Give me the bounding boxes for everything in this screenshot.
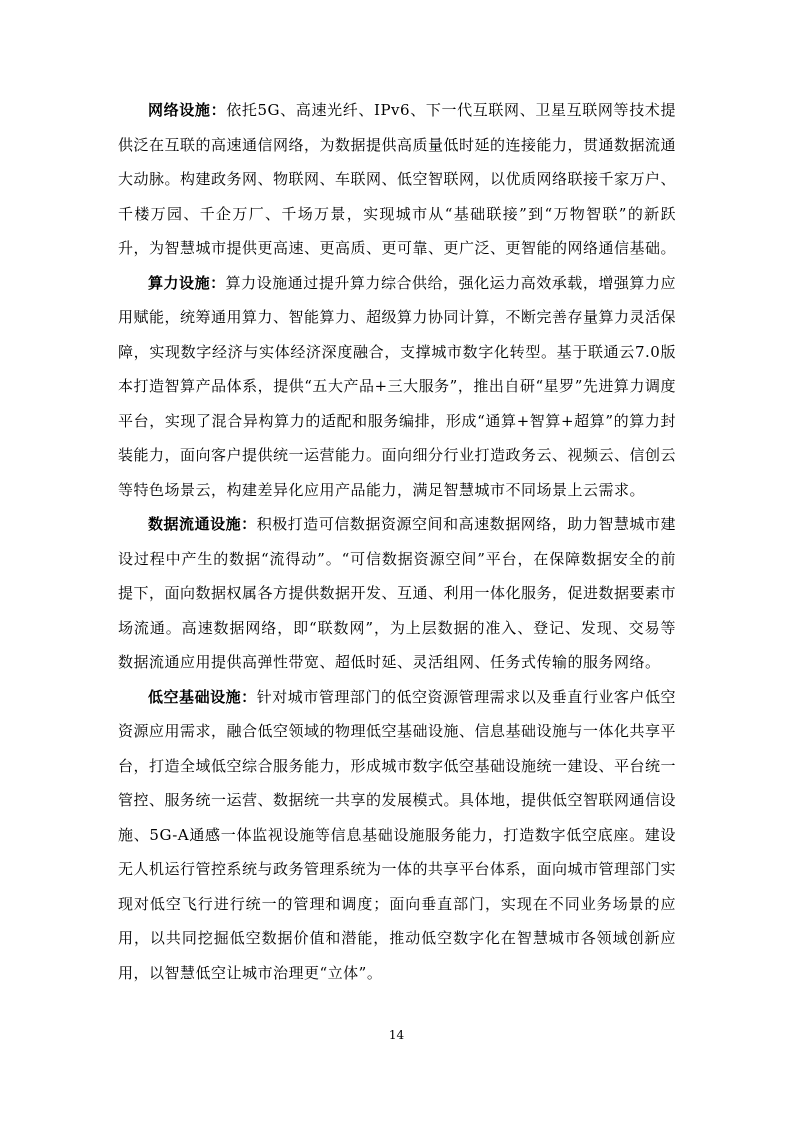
heading-computing-facilities: 算力设施： xyxy=(148,273,226,292)
page-number: 14 xyxy=(388,1028,405,1042)
body-data-circulation-facilities: 积极打造可信数据资源空间和高速数据网络，助力智慧城市建设过程中产生的数据“流得动”。“可信数据资源空间”平台，在保障数据安全的前提下，面向数据权属各方提供数据开发、互通、利用一体化服务，促进数据要素市场流通。高速数据网络，即“联数网”，为上层数据的准入、登记、发现、交易等数据流通应用提供高弹性带宽、超低时延、灵活组网、任务式传输的服务网络。 xyxy=(118,515,677,671)
body-computing-facilities: 算力设施通过提升算力综合供给，强化运力高效承载，增强算力应用赋能，统筹通用算力、智能算力、超级算力协同计算，不断完善存量算力灵活保障，实现数字经济与实体经济深度融合，支撑城市数字化转型。基于联通云7.0版本打造智算产品体系，提供“五大产品+三大服务”，推出自研“星罗”先进算力调度平台，实现了混合异构算力的适配和服务编排，形成“通算+智算+超算”的算力封装能力，面向客户提供统一运营能力。面向细分行业打造政务云、视频云、信创云等特色场景云，构建差异化应用产品能力，满足智慧城市不同场景上云需求。 xyxy=(118,273,677,499)
paragraph-network-facilities xyxy=(118,93,676,266)
heading-network-facilities: 网络设施： xyxy=(148,101,227,119)
document-body xyxy=(118,93,676,990)
paragraph-data-circulation-facilities xyxy=(118,507,676,680)
body-low-altitude-facilities: 针对城市管理部门的低空资源管理需求以及垂直行业客户低空资源应用需求，融合低空领域的物理低空基础设施、信息基础设施与一体化共享平台，打造全域低空综合服务能力，形成城市数字低空基础设施统一建设、平台统一管控、服务统一运营、数据统一共享的发展模式。具体地，提供低空智联网通信设施、5G-A通感一体监视设施等信息基础设施服务能力，打造数字低空底座。建设无人机运行管控系统与政务管理系统为一体的共享平台体系，面向城市管理部门实现对低空飞行进行统一的管理和调度；面向垂直部门，实现在不同业务场景的应用，以共同挖掘低空数据价值和潜能，推动低空数字化在智慧城市各领域创新应用，以智慧低空让城市治理更“立体”。 xyxy=(118,687,677,982)
paragraph-computing-facilities xyxy=(118,266,676,508)
heading-data-circulation-facilities: 数据流通设施： xyxy=(148,515,257,533)
body-network-facilities: 依托5G、高速光纤、IPv6、下一代互联网、卫星互联网等技术提供泛在互联的高速通信网络，为数据提供高质量低时延的连接能力，贯通数据流通大动脉。构建政务网、物联网、车联网、低空智联网，以优质网络联接千家万户、千楼万园、千企万厂、千场万景，实现城市从“基础联接”到“万物智联”的新跃升，为智慧城市提供更高速、更高质、更可靠、更广泛、更智能的网络通信基础。 xyxy=(118,101,677,257)
heading-low-altitude-facilities: 低空基础设施： xyxy=(148,687,257,706)
paragraph-low-altitude-facilities xyxy=(118,680,676,991)
